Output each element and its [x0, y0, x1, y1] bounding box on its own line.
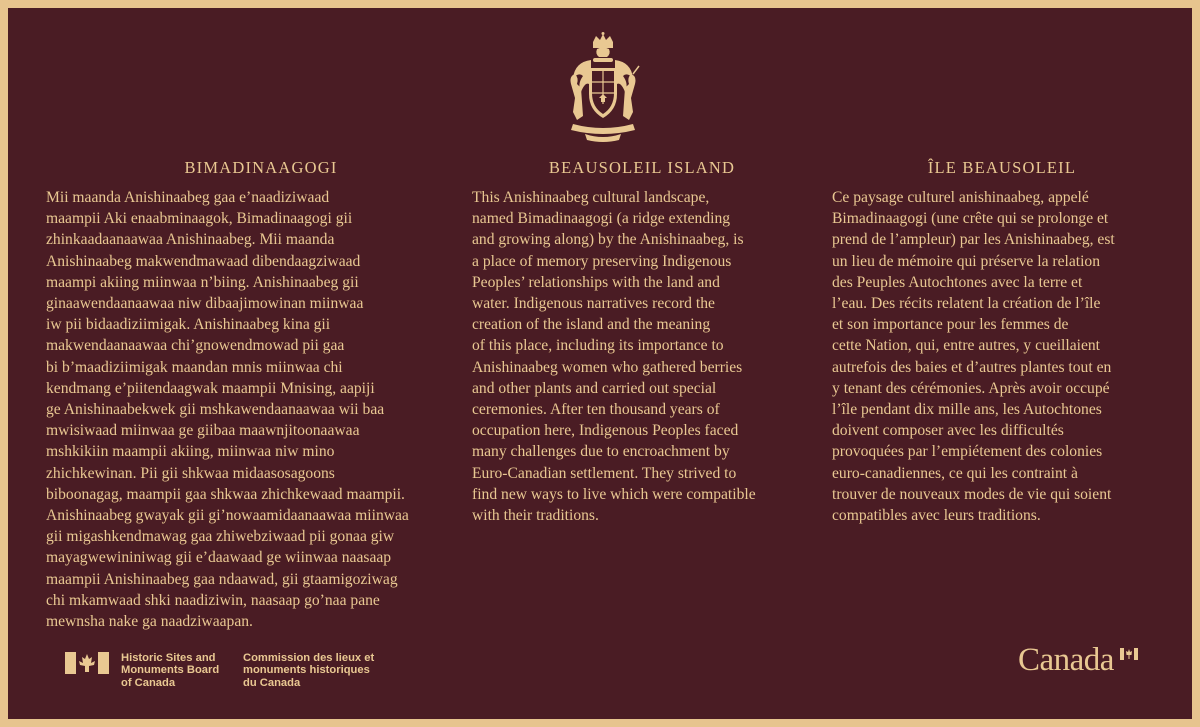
column-english — [472, 158, 812, 526]
coat-of-arms-icon — [563, 32, 643, 142]
column-heading: ÎLE BEAUSOLEIL — [927, 158, 1077, 177]
column-body: This Anishinaabeg cultural landscape, named Bimadinaagogi (a ridge extending and growing along) by the Anishinaabeg, is a place of memory preserving Indigenous Peoples’ relationships with the land and water. Indigenous narratives record the creation of the island and the meaning of this place, including its importance to Anishinaabeg women who gathered berries and other plants and carried out special ceremonies. After ten thousand years of occupation here, Indigenous Peoples faced many challenges due to encroachment by Euro-Canadian settlement. They strived to find new ways to live which were compatible with their traditions. — [472, 189, 756, 525]
canada-wordmark: Canada — [1018, 642, 1114, 678]
board-name-english: Historic Sites and Monuments Board of Canada — [121, 652, 220, 689]
column-heading: BEAUSOLEIL ISLAND — [548, 158, 736, 177]
canada-flag-icon — [65, 652, 109, 674]
column-french — [832, 158, 1172, 526]
board-name-french: Commission des lieux et monuments historiques du Canada — [243, 652, 375, 689]
column-body: Mii maanda Anishinaabeg gaa e’naadiziwaad maampii Aki enaabminaagok, Bimadinaagogi gii zhinkaadaanaawaa Anishinaabeg. Mii maanda Anishinaabeg makwendmawaad dibendaagziwaad maampi akiing miinwaa n’biing. Anishinaabeg gii ginaawendaanaawaa niw dibaajimowinan miinwaa iw pii bidaadiziimigak. Anishinaabeg kina gii makwendaanaawaa chi’gnowendmowad pii gaa bi b’maadiziimigak maandan mnis miinwaa chi kendmang e’piitendaagwak maampii Mnising, aapiji ge Anishinaabekwek gii mshkawendaanaawaa wii baa mwisiwaad miinwaa ge giibaa maawnjitoonaawaa mshkikiin maampii akiing, miinwaa niw mino zhichkewinan. Pii gii shkwaa midaasosagoons biboonagag, maampii gaa shkwaa zhichkewaad maampii. Anishinaabeg gwayak gii gi’nowaamidaanaawaa miinwaa gii migashkendmawag gaa zhiwebziwaad pii gonaa giw mayagwewininiwag gii e’daawaad ge wiinwaa naasaap maampii Anishinaabeg gaa ndaawad, gii gtaamigoziwag chi mkamwaad shki naadiziwin, naasaap go’naa pane mewnsha nake ga naadziwaapan. — [46, 189, 409, 631]
column-heading: BIMADINAAGOGI — [184, 158, 338, 177]
column-body: Ce paysage culturel anishinaabeg, appelé Bimadinaagogi (une crête qui se prolonge et prend de l’ampleur) par les Anishinaabeg, est un lieu de mémoire qui préserve la relation des Peuples Autochtones avec la terre et l’eau. Des récits relatent la création de l’île et son importance pour les femmes de cette Nation, qui, entre autres, y cueillaient autrefois des baies et d’autres plantes tout en y tenant des cérémonies. Après avoir occupé l’île pendant dix mille ans, les Autochtones doivent composer avec les difficultés provoquées par l’empiétement des colonies euro-canadiennes, ce qui les contraint à trouver de nouveaux modes de vie qui soient compatibles avec leurs traditions. — [832, 189, 1115, 525]
column-anishinaabemowin — [46, 158, 476, 632]
plaque — [8, 8, 1192, 719]
wordmark-flag-icon — [1120, 648, 1138, 660]
